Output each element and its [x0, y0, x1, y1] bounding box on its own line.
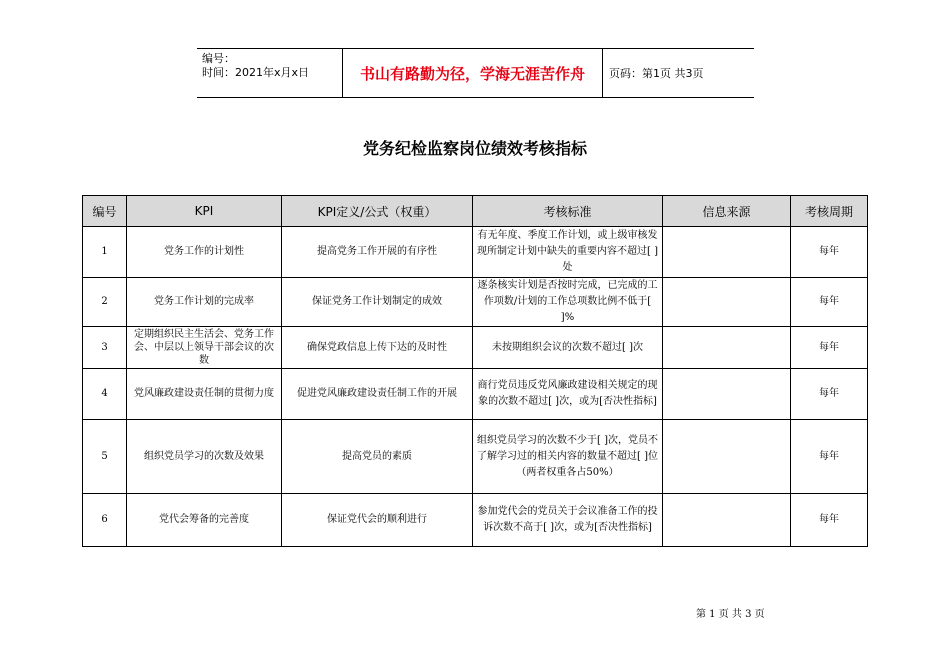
table-row — [83, 278, 868, 327]
page-footer: 第 1 页 共 3 页 — [696, 609, 765, 620]
cell-cycle: 每年 — [791, 278, 868, 327]
cell-definition: 提高党务工作开展的有序性 — [282, 227, 473, 278]
header-no: 编号 — [83, 196, 127, 227]
header-meta — [197, 49, 343, 97]
cell-standard: 商行党员违反党风廉政建设相关规定的现象的次数不超过[ ]次，或为[否决性指标] — [473, 369, 663, 420]
cell-kpi: 党风廉政建设责任制的贯彻力度 — [127, 369, 282, 420]
cell-cycle: 每年 — [791, 420, 868, 494]
cell-no: 2 — [83, 278, 127, 327]
header-kpi: KPI — [127, 196, 282, 227]
cell-source — [663, 227, 791, 278]
table-row — [83, 420, 868, 494]
header-source: 信息来源 — [663, 196, 791, 227]
cell-source — [663, 278, 791, 327]
cell-standard: 逐条核实计划是否按时完成，已完成的工作项数/计划的工作总项数比例不低于[ ]% — [473, 278, 663, 327]
cell-cycle: 每年 — [791, 369, 868, 420]
cell-cycle: 每年 — [791, 227, 868, 278]
header-page-number: 页码：第1页 共3页 — [609, 67, 704, 80]
cell-kpi: 党代会筹备的完善度 — [127, 494, 282, 547]
code-label: 编号： — [202, 52, 235, 65]
header-slogan: 书山有路勤为径，学海无涯苦作舟 — [343, 49, 603, 97]
table-row — [83, 494, 868, 547]
table-header-row — [83, 196, 868, 227]
document-title: 党务纪检监察岗位绩效考核指标 — [362, 139, 587, 158]
cell-standard: 参加党代会的党员关于会议准备工作的投诉次数不高于[ ]次，或为[否决性指标] — [473, 494, 663, 547]
cell-source — [663, 327, 791, 369]
kpi-table — [82, 195, 868, 547]
cell-kpi: 党务工作的计划性 — [127, 227, 282, 278]
cell-source — [663, 494, 791, 547]
page-header — [197, 48, 754, 98]
table-row — [83, 327, 868, 369]
table-row — [83, 227, 868, 278]
header-standard: 考核标准 — [473, 196, 663, 227]
cell-no: 3 — [83, 327, 127, 369]
cell-definition: 促进党风廉政建设责任制工作的开展 — [282, 369, 473, 420]
cell-cycle: 每年 — [791, 327, 868, 369]
cell-standard: 有无年度、季度工作计划，或上级审核发现所制定计划中缺失的重要内容不超过[ ]处 — [473, 227, 663, 278]
cell-definition: 提高党员的素质 — [282, 420, 473, 494]
cell-definition: 保证党务工作计划制定的成效 — [282, 278, 473, 327]
cell-no: 1 — [83, 227, 127, 278]
cell-kpi: 定期组织民主生活会、党务工作会、中层以上领导干部会议的次数 — [127, 327, 282, 369]
cell-source — [663, 369, 791, 420]
cell-kpi: 组织党员学习的次数及效果 — [127, 420, 282, 494]
cell-definition: 确保党政信息上传下达的及时性 — [282, 327, 473, 369]
cell-kpi: 党务工作计划的完成率 — [127, 278, 282, 327]
cell-no: 5 — [83, 420, 127, 494]
cell-definition: 保证党代会的顺利进行 — [282, 494, 473, 547]
cell-cycle: 每年 — [791, 494, 868, 547]
table-row — [83, 369, 868, 420]
header-definition: KPI定义/公式（权重） — [282, 196, 473, 227]
cell-standard: 组织党员学习的次数不少于[ ]次，党员不了解学习过的相关内容的数量不超过[ ]位（两者权重各占50%） — [473, 420, 663, 494]
cell-source — [663, 420, 791, 494]
cell-standard: 未按期组织会议的次数不超过[ ]次 — [473, 327, 663, 369]
time-label: 时间：2021年x月x日 — [202, 66, 310, 79]
cell-no: 6 — [83, 494, 127, 547]
cell-no: 4 — [83, 369, 127, 420]
header-cycle: 考核周期 — [791, 196, 868, 227]
